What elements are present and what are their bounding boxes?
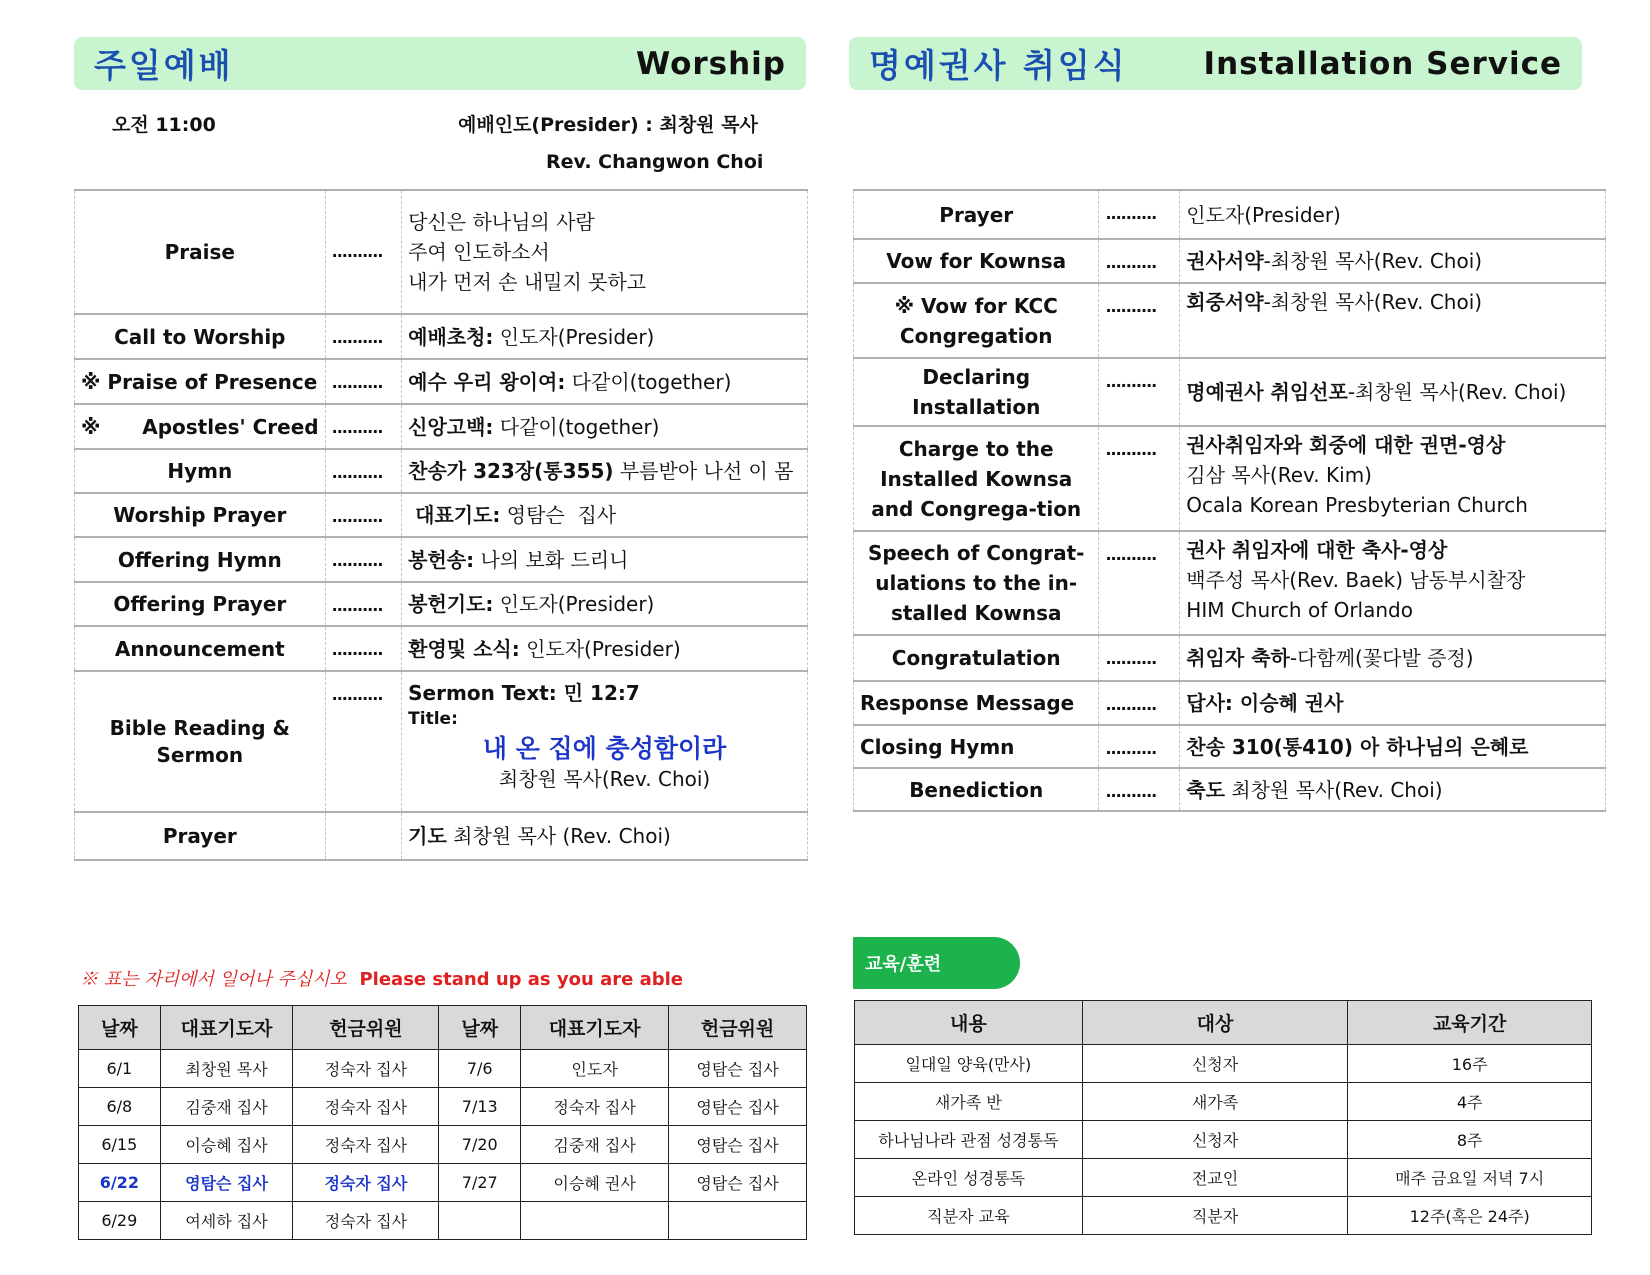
sermon-title-label: Title: [408, 709, 458, 729]
table-header-row [79, 1006, 807, 1050]
table-row [855, 1083, 1592, 1121]
standing-note-en: Please stand up as you are able [359, 969, 684, 990]
item-label: Offering Hymn [75, 537, 326, 582]
table-cell: 이승혜 집사 [160, 1126, 293, 1164]
table-row [75, 404, 808, 449]
item-text: 인도자(Presider) [519, 636, 681, 661]
table-cell: 6/8 [79, 1088, 161, 1126]
table-cell: 정숙자 집사 [521, 1088, 669, 1126]
table-cell: 최창원 목사 [160, 1050, 293, 1088]
table-header-row [855, 1001, 1592, 1045]
item-text: 인도자(Presider) [493, 592, 655, 616]
dots: .......... [1099, 768, 1180, 811]
item-text: 다같이(together) [565, 369, 732, 394]
item-strong: 찬송가 323장(통355) [408, 459, 614, 483]
table-cell: 7/27 [439, 1164, 521, 1202]
duty-table [78, 1005, 807, 1240]
item-strong: 회중서약 [1186, 290, 1264, 314]
table-cell: 직분자 교육 [855, 1197, 1083, 1235]
speech-strong: 권사 취임자에 대한 축사-영상 [1186, 538, 1448, 562]
presider-english: Rev. Changwon Choi [546, 151, 764, 173]
table-row [854, 725, 1606, 768]
table-row [854, 190, 1606, 239]
table-row [75, 190, 808, 314]
table-row [854, 531, 1606, 635]
table-row [75, 493, 808, 537]
table-cell: 7/6 [439, 1050, 521, 1088]
dots: .......... [325, 626, 402, 671]
table-cell: 이승혜 권사 [521, 1164, 669, 1202]
item-label: Response Message [854, 681, 1099, 725]
item-strong: 예배초청: [408, 324, 494, 349]
table-row [854, 768, 1606, 811]
item-label: Offering Prayer [75, 582, 326, 626]
table-row [79, 1088, 807, 1126]
table-cell: 신청자 [1082, 1045, 1348, 1083]
table-cell: 정숙자 집사 [293, 1050, 439, 1088]
dots: .......... [325, 582, 402, 626]
item-label: ※ Vow for KCC Congregation [854, 283, 1099, 358]
item-strong: 답사: 이승혜 권사 [1186, 691, 1344, 715]
table-row-current [79, 1164, 807, 1202]
dots: .......... [1099, 635, 1180, 681]
item-label: ※ Apostles' Creed [75, 404, 326, 449]
presider-line: 예배인도(Presider) : 최창원 목사 [458, 114, 758, 136]
worship-order-table [74, 189, 808, 861]
item-text: 인도자(Presider) [493, 324, 655, 349]
installation-banner [849, 37, 1582, 90]
item-strong: 대표기도: [408, 503, 501, 527]
table-cell [669, 1202, 807, 1240]
item-text: -최창원 목사(Rev. Choi) [1263, 249, 1483, 273]
table-cell: 6/22 [79, 1164, 161, 1202]
item-strong: 봉헌기도: [408, 592, 494, 616]
table-cell: 신청자 [1082, 1121, 1348, 1159]
item-label: Benediction [854, 768, 1099, 811]
table-cell: 정숙자 집사 [293, 1202, 439, 1240]
dots: .......... [325, 449, 402, 493]
table-cell: 일대일 양육(만사) [855, 1045, 1083, 1083]
worship-title-en: Worship [635, 45, 786, 82]
table-cell: 여세하 집사 [160, 1202, 293, 1240]
item-strong: 취임자 축하 [1186, 646, 1290, 670]
table-cell: 직분자 [1082, 1197, 1348, 1235]
column-header: 대표기도자 [521, 1006, 669, 1050]
table-cell: 전교인 [1082, 1159, 1348, 1197]
column-header: 헌금위원 [669, 1006, 807, 1050]
item-text: -최창원 목사(Rev. Choi) [1347, 380, 1567, 404]
education-tag: 교육/훈련 [853, 937, 1020, 989]
table-cell: 12주(혹은 24주) [1348, 1197, 1592, 1235]
worship-banner [74, 37, 806, 90]
table-row [79, 1126, 807, 1164]
sermon-text: Sermon Text: 민 12:7 [408, 681, 640, 705]
table-row [855, 1197, 1592, 1235]
table-cell: 새가족 반 [855, 1083, 1083, 1121]
installation-title-ko: 명예권사 취임식 [869, 46, 1128, 85]
table-row [854, 635, 1606, 681]
dots: .......... [1099, 190, 1180, 239]
praise-song-3: 내가 먼저 손 내밀지 못하고 [408, 270, 647, 294]
dots: .......... [325, 493, 402, 537]
item-text: 다같이(together) [493, 414, 660, 439]
item-text: 부름받아 나선 이 몸 [613, 459, 794, 483]
table-cell [439, 1202, 521, 1240]
table-cell: 16주 [1348, 1045, 1592, 1083]
column-header: 날짜 [79, 1006, 161, 1050]
table-row [75, 671, 808, 812]
table-row [855, 1045, 1592, 1083]
table-cell: 6/1 [79, 1050, 161, 1088]
item-text: -다함께(꽃다발 증정) [1289, 646, 1474, 670]
speech-line-2: 백주성 목사(Rev. Baek) 남동부시찰장 [1186, 568, 1526, 592]
item-text: 최창원 목사(Rev. Choi) [1224, 777, 1443, 802]
item-text: -최창원 목사(Rev. Choi) [1263, 290, 1483, 314]
item-label: Declaring Installation [854, 358, 1099, 426]
item-label: Closing Hymn [854, 725, 1099, 768]
speech-label: Speech of Congrat-ulations to the in-stalled Kownsa [854, 531, 1099, 635]
item-text: 영탐슨 집사 [500, 503, 617, 527]
dots: .......... [325, 537, 402, 582]
education-table [854, 1000, 1592, 1235]
sermon-label: Bible Reading & Sermon [75, 671, 326, 812]
dots: .......... [1099, 239, 1180, 283]
table-row [75, 359, 808, 404]
column-header: 대상 [1082, 1001, 1348, 1045]
item-label: Prayer [854, 190, 1099, 239]
dots: .......... [1099, 531, 1180, 635]
standing-note [80, 965, 683, 991]
column-header: 헌금위원 [293, 1006, 439, 1050]
item-label: Announcement [75, 626, 326, 671]
column-header: 내용 [855, 1001, 1083, 1045]
table-row [79, 1202, 807, 1240]
item-strong: 예수 우리 왕이여: [408, 369, 566, 394]
table-row [854, 239, 1606, 283]
dots: .......... [1099, 681, 1180, 725]
installation-order-table [853, 189, 1606, 812]
speech-line-3: HIM Church of Orlando [1186, 598, 1413, 622]
table-row [855, 1121, 1592, 1159]
table-cell: 영탐슨 집사 [669, 1050, 807, 1088]
table-cell: 매주 금요일 저녁 7시 [1348, 1159, 1592, 1197]
table-cell: 김중재 집사 [160, 1088, 293, 1126]
installation-title-en: Installation Service [1203, 45, 1562, 82]
table-cell: 6/29 [79, 1202, 161, 1240]
item-strong: 권사서약 [1186, 249, 1264, 273]
item-strong: 환영및 소식: [408, 636, 520, 661]
table-cell: 새가족 [1082, 1083, 1348, 1121]
dots: .......... [325, 671, 402, 812]
dots: .......... [1099, 283, 1180, 358]
item-label: ※ Praise of Presence [75, 359, 326, 404]
table-row [79, 1050, 807, 1088]
table-cell: 온라인 성경통독 [855, 1159, 1083, 1197]
charge-label: Charge to the Installed Kownsa and Congrega-tion [854, 426, 1099, 531]
table-row [75, 812, 808, 860]
praise-label: Praise [75, 190, 326, 314]
worship-title-ko: 주일예배 [94, 46, 234, 85]
charge-line-3: Ocala Korean Presbyterian Church [1186, 493, 1528, 517]
table-cell: 4주 [1348, 1083, 1592, 1121]
table-cell: 6/15 [79, 1126, 161, 1164]
table-row [854, 283, 1606, 358]
charge-line-2: 김삼 목사(Rev. Kim) [1186, 463, 1372, 487]
table-row [854, 358, 1606, 426]
table-row [75, 582, 808, 626]
table-cell: 하나님나라 관점 성경통독 [855, 1121, 1083, 1159]
column-header: 대표기도자 [160, 1006, 293, 1050]
item-strong: 명예권사 취임선포 [1186, 380, 1348, 404]
item-label: Worship Prayer [75, 493, 326, 537]
table-cell: 영탐슨 집사 [669, 1164, 807, 1202]
table-cell: 7/20 [439, 1126, 521, 1164]
praise-song-1: 당신은 하나님의 사람 [408, 210, 595, 234]
table-cell: 인도자 [521, 1050, 669, 1088]
sermon-preacher: 최창원 목사(Rev. Choi) [498, 767, 711, 791]
dots: .......... [1099, 725, 1180, 768]
table-row [75, 314, 808, 359]
column-header: 교육기간 [1348, 1001, 1592, 1045]
dots: .......... [325, 359, 402, 404]
dots: .......... [325, 404, 402, 449]
table-cell: 8주 [1348, 1121, 1592, 1159]
table-cell: 영탐슨 집사 [669, 1126, 807, 1164]
column-header: 날짜 [439, 1006, 521, 1050]
item-strong: 기도 [408, 824, 447, 848]
item-text: 나의 보화 드리니 [474, 547, 629, 572]
table-cell: 영탐슨 집사 [669, 1088, 807, 1126]
item-text: 인도자(Presider) [1186, 202, 1341, 227]
item-text: 최창원 목사 (Rev. Choi) [446, 824, 671, 848]
item-label: Vow for Kownsa [854, 239, 1099, 283]
table-cell [521, 1202, 669, 1240]
sermon-title: 내 온 집에 충성함이라 [482, 734, 727, 763]
item-strong: 봉헌송: [408, 547, 475, 572]
table-row [75, 537, 808, 582]
table-row [854, 426, 1606, 531]
item-strong: 축도 [1186, 777, 1225, 802]
praise-song-2: 주여 인도하소서 [408, 240, 550, 264]
item-label: Hymn [75, 449, 326, 493]
table-row [75, 449, 808, 493]
prayer-label: Prayer [75, 812, 326, 860]
item-label: Call to Worship [75, 314, 326, 359]
table-row [855, 1159, 1592, 1197]
table-cell: 7/13 [439, 1088, 521, 1126]
dots: .......... [1099, 358, 1180, 426]
item-label: Congratulation [854, 635, 1099, 681]
table-cell: 영탐슨 집사 [160, 1164, 293, 1202]
charge-strong: 권사취임자와 회중에 대한 권면-영상 [1186, 433, 1506, 457]
dots: .......... [1099, 426, 1180, 531]
table-cell: 정숙자 집사 [293, 1164, 439, 1202]
table-cell: 김중재 집사 [521, 1126, 669, 1164]
table-row [75, 626, 808, 671]
table-cell: 정숙자 집사 [293, 1126, 439, 1164]
item-strong: 신앙고백: [408, 414, 494, 439]
table-cell: 정숙자 집사 [293, 1088, 439, 1126]
standing-note-ko: ※ 표는 자리에서 일어나 주십시오 [80, 969, 347, 990]
service-time: 오전 11:00 [112, 114, 216, 136]
dots: .......... [325, 190, 402, 314]
dots: .......... [325, 314, 402, 359]
item-strong: 찬송 310(통410) 아 하나님의 은혜로 [1186, 734, 1529, 759]
table-row [854, 681, 1606, 725]
